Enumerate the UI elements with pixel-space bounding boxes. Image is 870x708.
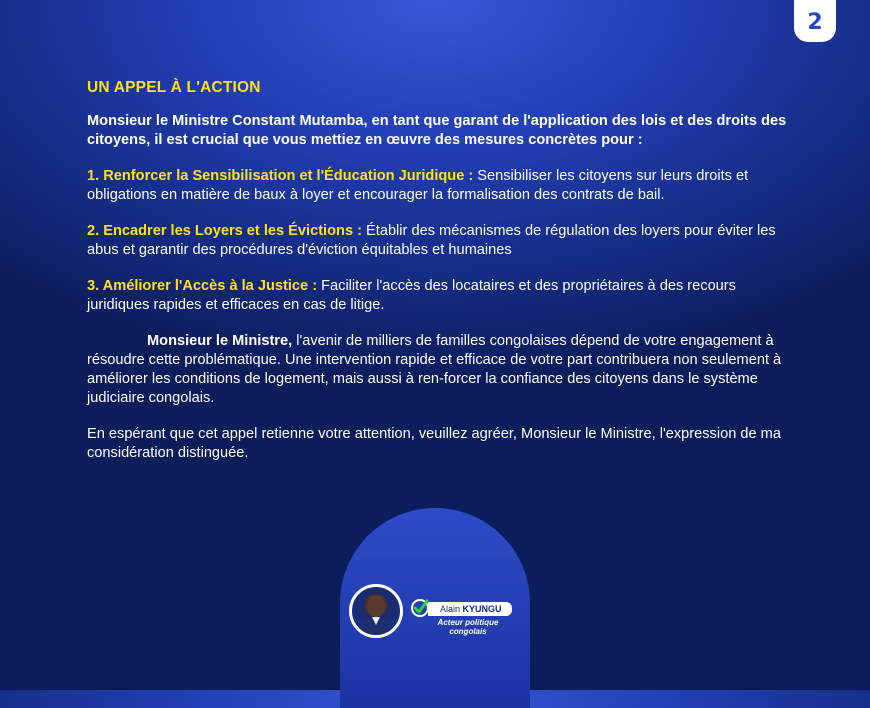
signature-role: Acteur politique congolais bbox=[437, 618, 499, 636]
avatar bbox=[349, 584, 403, 638]
point-1 bbox=[87, 167, 787, 205]
intro-paragraph: Monsieur le Ministre Constant Mutamba, en tant que garant de l'application des lois et des droits des citoyens, il est crucial que vous mettiez en œuvre des mesures concrètes pour : bbox=[87, 113, 787, 148]
point-2-title: 2. Encadrer les Loyers et les Évictions : bbox=[87, 223, 362, 239]
point-3-text: Faciliter l'accès des locataires et des propriétaires à des recours juridiques rapides et efficaces en cas de litige. bbox=[87, 278, 736, 313]
closing-text: l'avenir de milliers de familles congolaises dépend de votre engagement à résoudre cette problématique. Une intervention rapide et efficace de votre part contribuera non seulement à améliorer les conditions de logement, mais aussi à ren-forcer la confiance des citoyens dans le système judiciaire congolais. bbox=[87, 333, 782, 406]
point-2-text: Établir des mécanismes de régulation des loyers pour éviter les abus et garantir des procédures d'éviction équitables et humaines bbox=[87, 223, 776, 258]
letter-body bbox=[87, 78, 787, 480]
last-name: KYUNGU bbox=[462, 604, 502, 614]
check-icon bbox=[410, 598, 430, 618]
point-3-title: 3. Améliorer l'Accès à la Justice : bbox=[87, 278, 318, 294]
heading: UN APPEL À L'ACTION bbox=[87, 79, 261, 96]
signature-name bbox=[428, 602, 512, 616]
closing-lead: Monsieur le Ministre, bbox=[147, 333, 293, 349]
point-3 bbox=[87, 277, 787, 315]
point-2 bbox=[87, 222, 787, 260]
avatar-silhouette bbox=[352, 587, 400, 635]
point-1-text: Sensibiliser les citoyens sur leurs droits et obligations en matière de baux à loyer et encourager la formalisation des contrats de bail. bbox=[87, 168, 749, 203]
final-paragraph: En espérant que cet appel retienne votre attention, veuillez agréer, Monsieur le Ministre, l'expression de ma considération distinguée. bbox=[87, 426, 781, 461]
page-number: 2 bbox=[807, 10, 823, 35]
closing-paragraph bbox=[87, 332, 787, 408]
page-number-badge bbox=[794, 0, 836, 42]
point-1-title: 1. Renforcer la Sensibilisation et l'Éducation Juridique : bbox=[87, 168, 474, 184]
first-name: Alain bbox=[440, 604, 461, 614]
